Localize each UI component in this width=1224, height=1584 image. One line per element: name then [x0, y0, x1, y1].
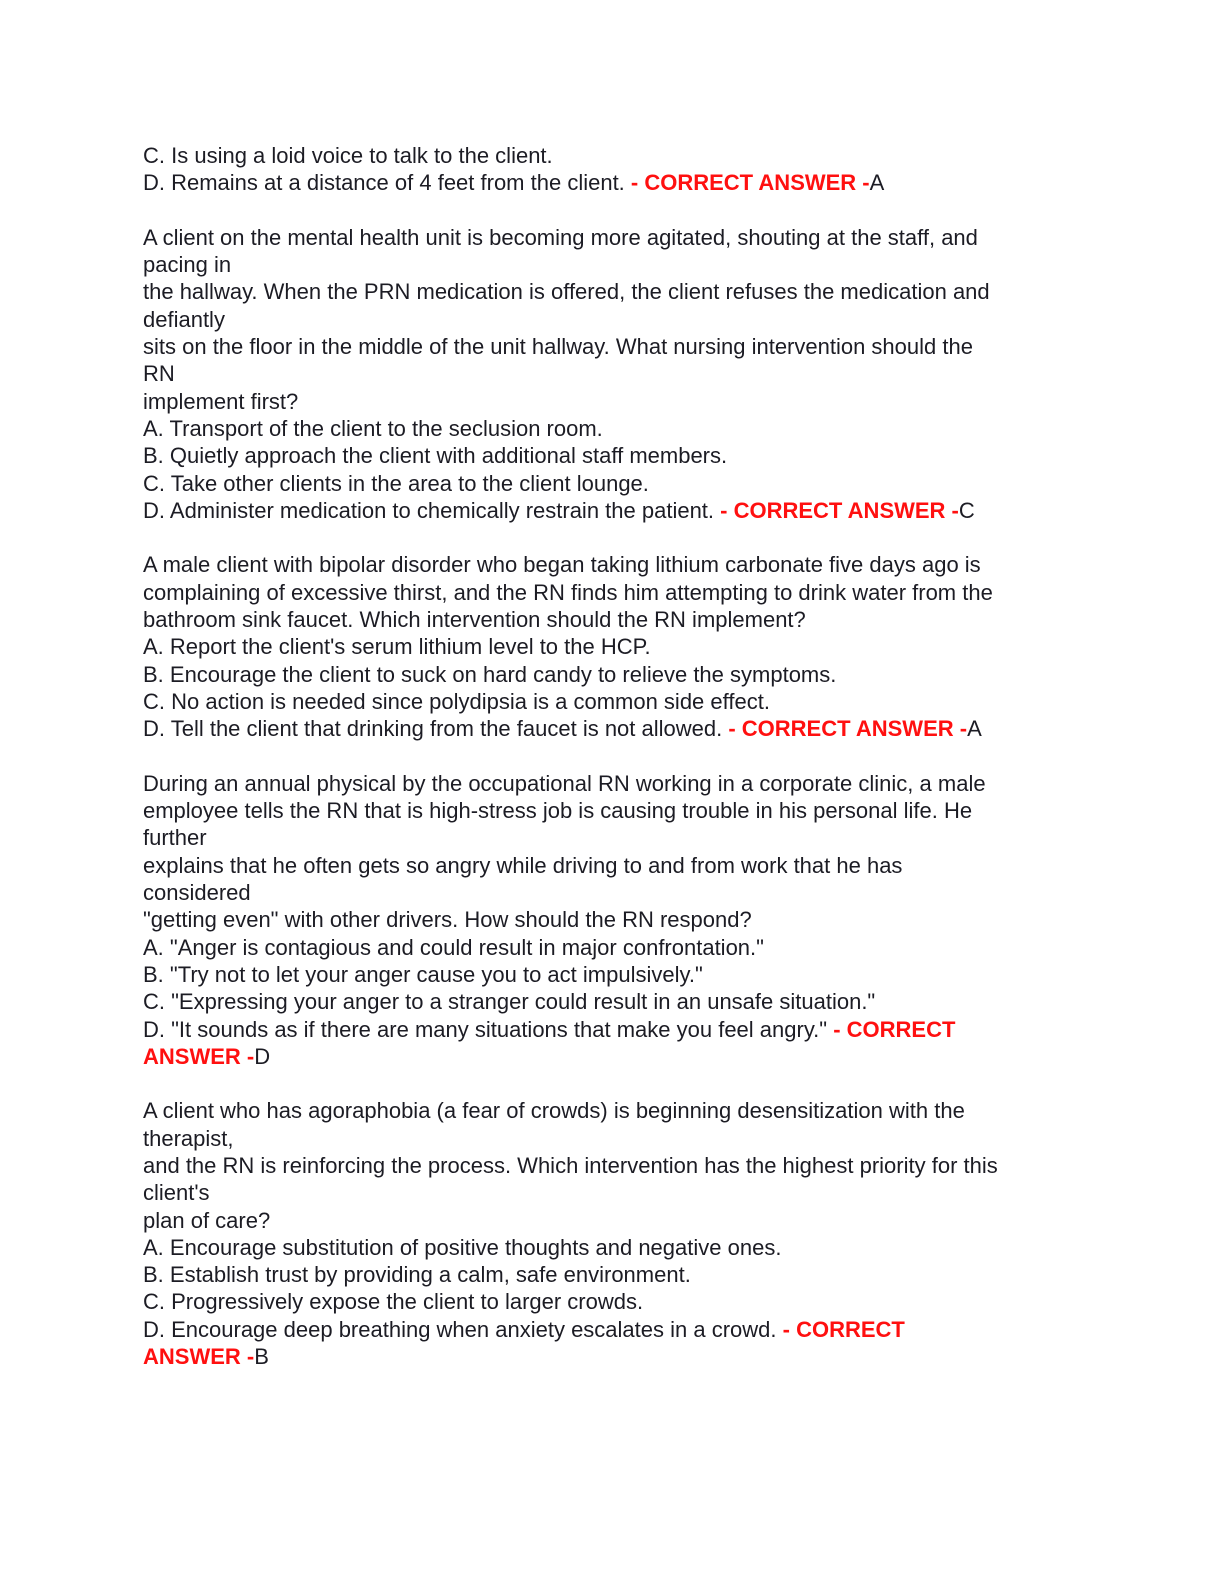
text-segment: explains that he often gets so angry while driving to and from work that he has: [143, 852, 903, 878]
text-segment: A. Transport of the client to the seclusion room.: [143, 415, 603, 441]
text-line: [143, 415, 1103, 442]
document-page: [143, 142, 1103, 1370]
correct-answer-label: - CORRECT: [833, 1016, 956, 1042]
correct-answer-label: - CORRECT: [782, 1316, 905, 1342]
text-segment: RN: [143, 361, 175, 387]
text-line: [143, 688, 1103, 715]
question-block: [143, 770, 1103, 1070]
question-block: [143, 224, 1103, 524]
text-segment: B. Encourage the client to suck on hard candy to relieve the symptoms.: [143, 661, 837, 687]
text-segment: A. "Anger is contagious and could result in major confrontation.": [143, 934, 764, 960]
text-segment: C. No action is needed since polydipsia is a common side effect.: [143, 688, 770, 714]
text-line: [143, 661, 1103, 688]
text-line: [143, 1097, 1103, 1124]
text-line: [143, 906, 1103, 933]
text-segment: the hallway. When the PRN medication is offered, the client refuses the medication and: [143, 279, 990, 305]
text-line: [143, 251, 1103, 278]
text-segment: During an annual physical by the occupational RN working in a corporate clinic, a male: [143, 770, 986, 796]
text-segment: C. Take other clients in the area to the client lounge.: [143, 470, 649, 496]
text-segment: implement first?: [143, 388, 299, 414]
text-segment: further: [143, 825, 207, 851]
text-line: [143, 333, 1103, 360]
text-segment: D. Tell the client that drinking from the faucet is not allowed.: [143, 716, 729, 742]
text-line: [143, 797, 1103, 824]
text-line: [143, 1179, 1103, 1206]
text-segment: B. Quietly approach the client with additional staff members.: [143, 443, 728, 469]
text-segment: C. "Expressing your anger to a stranger could result in an unsafe situation.": [143, 989, 876, 1015]
paragraph-spacer: [143, 743, 1103, 770]
text-segment: B: [254, 1344, 269, 1370]
text-line: [143, 1234, 1103, 1261]
text-line: [143, 606, 1103, 633]
text-line: [143, 551, 1103, 578]
question-block: [143, 1097, 1103, 1370]
text-line: [143, 770, 1103, 797]
text-line: [143, 824, 1103, 851]
text-segment: A client on the mental health unit is becoming more agitated, shouting at the staff, and: [143, 224, 978, 250]
text-segment: D. Remains at a distance of 4 feet from the client.: [143, 170, 631, 196]
text-line: [143, 306, 1103, 333]
text-line: [143, 988, 1103, 1015]
text-segment: C: [958, 497, 975, 523]
text-line: [143, 1207, 1103, 1234]
text-line: [143, 1016, 1103, 1043]
text-segment: therapist,: [143, 1125, 234, 1151]
text-segment: B. "Try not to let your anger cause you to act impulsively.": [143, 961, 703, 987]
text-line: [143, 1316, 1103, 1343]
text-line: [143, 470, 1103, 497]
text-segment: employee tells the RN that is high-stress job is causing trouble in his personal life. He: [143, 798, 973, 824]
text-line: [143, 852, 1103, 879]
text-line: [143, 360, 1103, 387]
text-line: [143, 1343, 1103, 1370]
text-segment: defiantly: [143, 306, 225, 332]
text-segment: A: [967, 716, 982, 742]
correct-answer-label: ANSWER -: [143, 1344, 255, 1370]
text-segment: plan of care?: [143, 1207, 271, 1233]
correct-answer-label: ANSWER -: [143, 1043, 255, 1069]
text-line: [143, 879, 1103, 906]
text-segment: A. Encourage substitution of positive thoughts and negative ones.: [143, 1234, 782, 1260]
text-line: [143, 1152, 1103, 1179]
correct-answer-label: - CORRECT ANSWER -: [630, 170, 870, 196]
paragraph-spacer: [143, 197, 1103, 224]
text-line: [143, 169, 1103, 196]
text-segment: considered: [143, 880, 251, 906]
text-line: [143, 934, 1103, 961]
text-segment: A client who has agoraphobia (a fear of crowds) is beginning desensitization with the: [143, 1098, 965, 1124]
paragraph-spacer: [143, 1070, 1103, 1097]
text-line: [143, 497, 1103, 524]
text-segment: A: [869, 170, 885, 196]
text-segment: "getting even" with other drivers. How should the RN respond?: [143, 907, 752, 933]
text-line: [143, 142, 1103, 169]
correct-answer-label: - CORRECT ANSWER -: [720, 497, 959, 523]
text-line: [143, 633, 1103, 660]
text-segment: D. "It sounds as if there are many situations that make you feel angry.": [143, 1016, 834, 1042]
text-segment: B. Establish trust by providing a calm, safe environment.: [143, 1262, 691, 1288]
text-segment: and the RN is reinforcing the process. Which intervention has the highest priority for this: [143, 1152, 998, 1178]
text-segment: complaining of excessive thirst, and the RN finds him attempting to drink water from the: [143, 579, 993, 605]
text-segment: client's: [143, 1180, 210, 1206]
text-line: [143, 388, 1103, 415]
text-line: [143, 715, 1103, 742]
question-block: [143, 142, 1103, 197]
text-line: [143, 442, 1103, 469]
paragraph-spacer: [143, 524, 1103, 551]
text-line: [143, 224, 1103, 251]
text-line: [143, 579, 1103, 606]
text-segment: bathroom sink faucet. Which intervention should the RN implement?: [143, 607, 806, 633]
text-segment: D. Administer medication to chemically restrain the patient.: [143, 497, 721, 523]
text-segment: A. Report the client's serum lithium level to the HCP.: [143, 634, 651, 660]
question-block: [143, 551, 1103, 742]
text-line: [143, 1261, 1103, 1288]
text-segment: D: [254, 1043, 271, 1069]
text-line: [143, 278, 1103, 305]
text-segment: C. Is using a loid voice to talk to the client.: [143, 143, 553, 168]
text-segment: C. Progressively expose the client to larger crowds.: [143, 1289, 644, 1315]
text-segment: sits on the floor in the middle of the unit hallway. What nursing intervention should the: [143, 334, 973, 360]
text-segment: pacing in: [143, 252, 232, 278]
text-line: [143, 1043, 1103, 1070]
text-line: [143, 1125, 1103, 1152]
text-line: [143, 961, 1103, 988]
text-segment: D. Encourage deep breathing when anxiety escalates in a crowd.: [143, 1316, 783, 1342]
text-line: [143, 1288, 1103, 1315]
text-segment: A male client with bipolar disorder who began taking lithium carbonate five days ago is: [143, 552, 981, 578]
correct-answer-label: - CORRECT ANSWER -: [728, 716, 968, 742]
